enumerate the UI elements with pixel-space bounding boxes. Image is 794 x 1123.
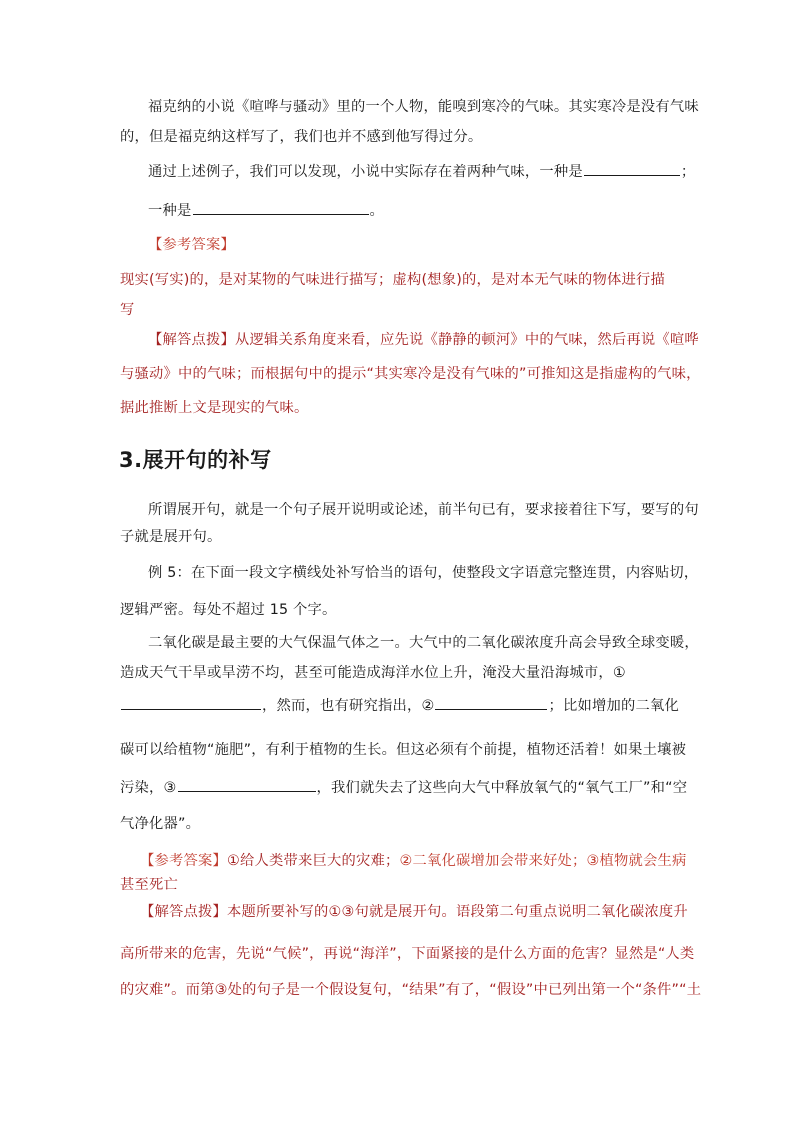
paragraph-text: ；比如增加的二氧化 — [548, 698, 679, 714]
question-text: 通过上述例子，我们可以发现，小说中实际存在着两种气味，一种是 — [148, 164, 583, 180]
question-line — [148, 200, 384, 221]
answer-blank-1[interactable] — [121, 695, 261, 710]
answer-line — [140, 851, 686, 871]
paragraph-text: ，然而，也有研究指出，② — [262, 698, 435, 714]
separator: ； — [680, 164, 696, 180]
answer-line: 甚至死亡 — [120, 877, 178, 893]
question-line — [148, 161, 695, 182]
explanation-line: 据此推断上文是现实的气味。 — [120, 400, 309, 416]
answer-line: 写 — [120, 302, 135, 318]
paragraph-line — [120, 777, 687, 798]
paragraph-line: 子就是展开句。 — [120, 529, 222, 545]
explanation-line — [148, 330, 699, 350]
end-mark: 。 — [369, 203, 384, 219]
paragraph-line: 的，但是福克纳这样写了，我们也并不感到他写得过分。 — [120, 129, 483, 145]
answer-blank[interactable] — [193, 200, 369, 215]
question-text: 一种是 — [148, 203, 192, 219]
paragraph-text: 污染，③ — [120, 780, 177, 796]
explanation-text: 本题所要补写的①③句就是展开句。语段第二句重点说明二氧化碳浓度升 — [226, 904, 688, 920]
explanation-text: 从逻辑关系角度来看，应先说《静静的顿河》中的气味，然后再说《喧哗 — [234, 332, 699, 348]
paragraph-line: 二氧化碳是最主要的大气保温气体之一。大气中的二氧化碳浓度升高会导致全球变暖， — [148, 635, 699, 651]
answer-text: ②二氧化碳增加会带来好处；③植物就会生病 — [399, 853, 687, 869]
explanation-line: 的灾难”。而第③处的句子是一个假设复句，“结果”有了，“假设”中已列出第一个“条件”“土 — [120, 982, 702, 998]
example-line: 例 5：在下面一段文字横线处补写恰当的语句，使整段文字语意完整连贯，内容贴切， — [148, 565, 699, 581]
explanation-label: 【解答点拨】 — [140, 904, 227, 920]
answer-label: 【参考答案】 — [148, 237, 235, 253]
section-heading: 3.展开句的补写 — [119, 448, 272, 472]
paragraph-line: 碳可以给植物“施肥”，有利于植物的生长。但这必须有个前提，植物还活着！如果土壤被 — [120, 742, 687, 758]
answer-line: 现实(写实)的，是对某物的气味进行描写；虚构(想象)的，是对本无气味的物体进行描 — [120, 272, 665, 288]
paragraph-line — [120, 695, 679, 716]
answer-label: 【参考答案】 — [140, 853, 227, 869]
explanation-line: 高所带来的危害，先说“气候”，再说“海洋”，下面紧接的是什么方面的危害？显然是“人类 — [120, 946, 695, 962]
example-line: 逻辑严密。每处不超过 15 个字。 — [120, 602, 337, 618]
paragraph-line: 造成天气干旱或旱涝不均，甚至可能造成海洋水位上升，淹没大量沿海城市，① — [120, 665, 626, 681]
explanation-line: 与骚动》中的气味；而根据句中的提示“其实寒冷是没有气味的”可推知这是指虚构的气味， — [120, 366, 701, 382]
answer-blank[interactable] — [584, 161, 680, 176]
paragraph-line: 气净化器”。 — [120, 816, 201, 832]
paragraph-text: ，我们就失去了这些向大气中释放氧气的“氧气工厂”和“空 — [316, 780, 688, 796]
paragraph-line: 所谓展开句，就是一个句子展开说明或论述，前半句已有，要求接着往下写，要写的句 — [148, 502, 699, 518]
answer-text: ①给人类带来巨大的灾难； — [226, 853, 400, 869]
explanation-line — [140, 902, 688, 922]
explanation-label: 【解答点拨】 — [148, 332, 235, 348]
paragraph-line: 福克纳的小说《喧哗与骚动》里的一个人物，能嗅到寒冷的气味。其实寒冷是没有气味 — [148, 99, 699, 115]
answer-blank-3[interactable] — [178, 777, 316, 792]
answer-blank-2[interactable] — [435, 695, 547, 710]
